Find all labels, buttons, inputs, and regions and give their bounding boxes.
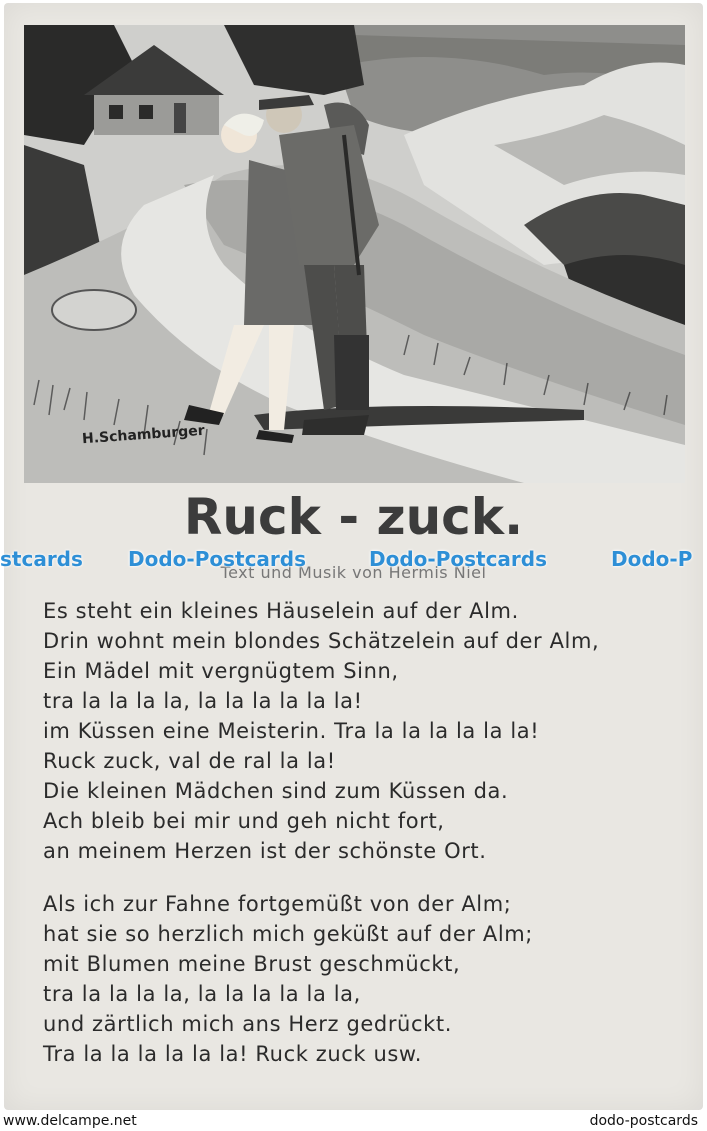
- verse-line: Tra la la la la la la! Ruck zuck usw.: [43, 1042, 423, 1066]
- kissing-couple-mountain-scene: [24, 25, 685, 483]
- song-title: Ruck - zuck.: [183, 488, 524, 546]
- watermark-text: Dodo-P: [611, 547, 693, 571]
- watermark-text: Dodo-Postcards: [128, 547, 306, 571]
- verse-line: hat sie so herzlich mich geküßt auf der Alm;: [43, 922, 533, 946]
- footer-right-brand: dodo-postcards: [589, 1113, 698, 1129]
- verse-line: an meinem Herzen ist der schönste Ort.: [43, 839, 487, 863]
- verse-line: Ach bleib bei mir und geh nicht fort,: [43, 809, 445, 833]
- verse-line: im Küssen eine Meisterin. Tra la la la la la la!: [43, 719, 540, 743]
- song-credits: Text und Musik von Hermis Niel: [220, 563, 487, 582]
- watermark-text: stcards: [0, 547, 83, 571]
- verse-line: Ruck zuck, val de ral la la!: [43, 749, 336, 773]
- verse-line: tra la la la la, la la la la la la!: [43, 689, 363, 713]
- verse-line: Ein Mädel mit vergnügtem Sinn,: [43, 659, 399, 683]
- verse-line: tra la la la la, la la la la la la,: [43, 982, 361, 1006]
- verse-two: [43, 889, 693, 1069]
- verse-one: [43, 596, 693, 866]
- footer-bar: [0, 1110, 707, 1131]
- verse-line: Drin wohnt mein blondes Schätzelein auf der Alm,: [43, 629, 600, 653]
- artist-signature: H.Schamburger: [81, 422, 206, 448]
- postcard-illustration: [24, 25, 685, 483]
- verse-line: mit Blumen meine Brust geschmückt,: [43, 952, 461, 976]
- verse-line: Die kleinen Mädchen sind zum Küssen da.: [43, 779, 509, 803]
- watermark-strip: [0, 547, 707, 575]
- verse-line: Es steht ein kleines Häuselein auf der Alm.: [43, 599, 519, 623]
- verse-line: und zärtlich mich ans Herz gedrückt.: [43, 1012, 452, 1036]
- watermark-text: Dodo-Postcards: [369, 547, 547, 571]
- verse-line: Als ich zur Fahne fortgemüßt von der Alm;: [43, 892, 512, 916]
- footer-left-link[interactable]: www.delcampe.net: [3, 1113, 137, 1129]
